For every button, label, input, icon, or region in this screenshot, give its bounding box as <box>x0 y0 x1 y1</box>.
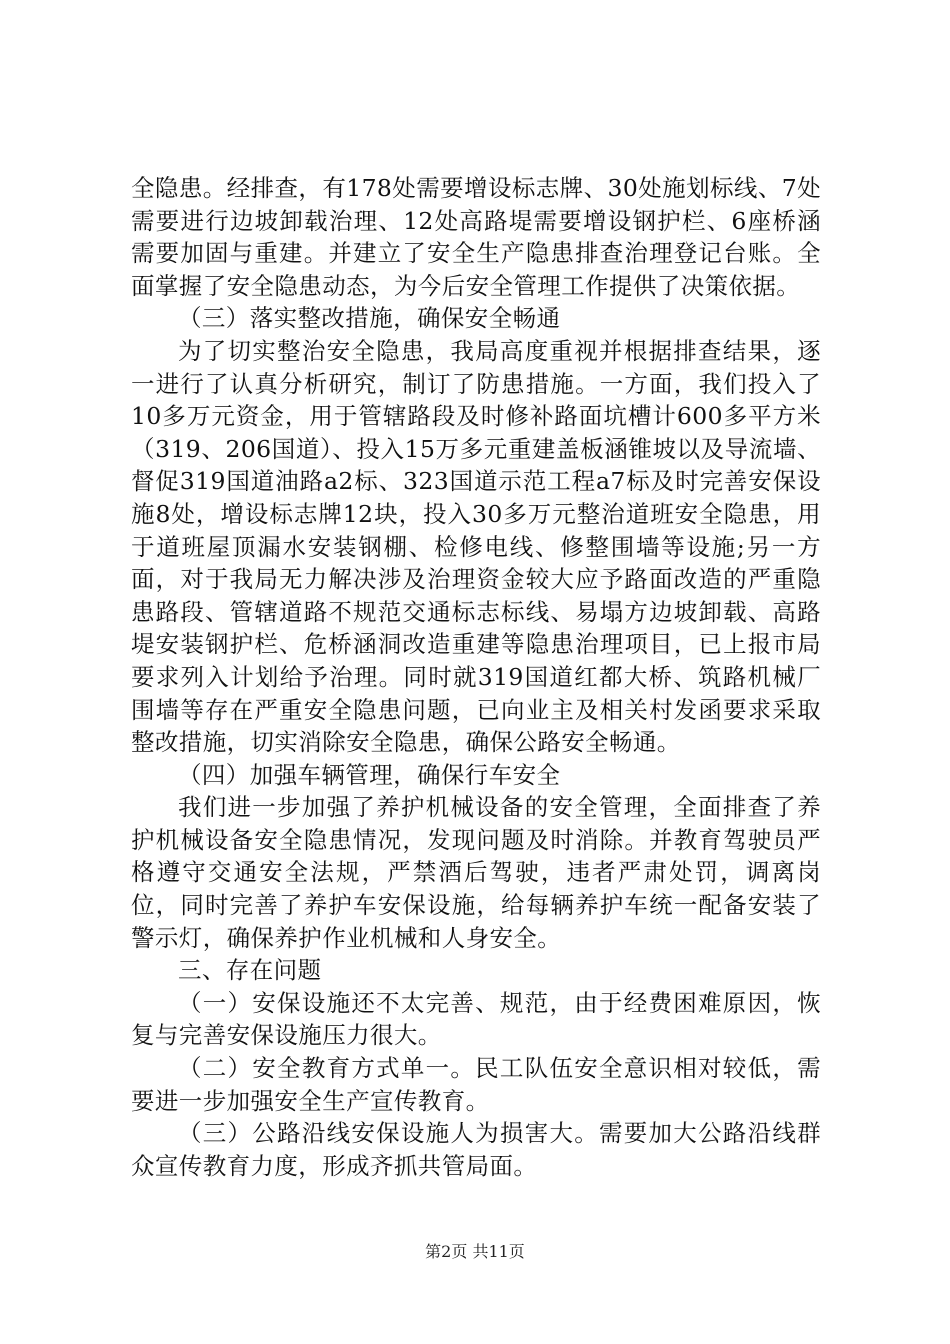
problem-item-2: （二）安全教育方式单一。民工队伍安全意识相对较低，需要进一步加强安全生产宣传教育。 <box>131 1054 821 1115</box>
section-heading-problems: 三、存在问题 <box>178 956 322 985</box>
paragraph-rectification: 为了切实整治安全隐患，我局高度重视并根据排查结果，逐一进行了认真分析研究，制订了防患措施。一方面，我们投入了10多万元资金，用于管辖路段及时修补路面坑槽计600多平方米（319、206国道）、投入15万多元重建盖板涵锥坡以及导流墙、督促319国道油路a2标、323国道示范工程a7标及时完善安保设施8处，增设标志牌12块，投入30多万元整治道班安全隐患，用于道班屋顶漏水安装钢棚、检修电线、修整围墙等设施;另一方面，对于我局无力解决涉及治理资金较大应予路面改造的严重隐患路段、管辖道路不规范交通标志标线、易塌方边坡卸载、高路堤安装钢护栏、危桥涵洞改造重建等隐患治理项目，已上报市局要求列入计划给予治理。同时就319国道红都大桥、筑路机械厂围墙等存在严重安全隐患问题，已向业主及相关村发函要求采取整改措施，切实消除安全隐患，确保公路安全畅通。 <box>131 336 821 757</box>
problem-item-3: （三）公路沿线安保设施人为损害大。需要加大公路沿线群众宣传教育力度，形成齐抓共管局面。 <box>131 1119 821 1180</box>
paragraph-continuation: 全隐患。经排查，有178处需要增设标志牌、30处施划标线、7处需要进行边坡卸载治理、12处高路堤需要增设钢护栏、6座桥涵需要加固与重建。并建立了安全生产隐患排查治理登记台账。全面掌握了安全隐患动态，为今后安全管理工作提供了决策依据。 <box>131 174 821 300</box>
section-heading-4: （四）加强车辆管理，确保行车安全 <box>178 760 561 789</box>
paragraph-vehicle-management: 我们进一步加强了养护机械设备的安全管理，全面排查了养护机械设备安全隐患情况，发现问题及时消除。并教育驾驶员严格遵守交通安全法规，严禁酒后驾驶，违者严肃处罚，调离岗位，同时完善了养护车安保设施，给每辆养护车统一配备安装了警示灯，确保养护作业机械和人身安全。 <box>131 793 821 952</box>
problem-item-1: （一）安保设施还不太完善、规范，由于经费困难原因，恢复与完善安保设施压力很大。 <box>131 988 821 1050</box>
section-heading-3: （三）落实整改措施，确保安全畅通 <box>178 304 561 333</box>
document-body <box>131 172 821 1182</box>
page-number-footer: 第2页 共11页 <box>425 1242 525 1261</box>
